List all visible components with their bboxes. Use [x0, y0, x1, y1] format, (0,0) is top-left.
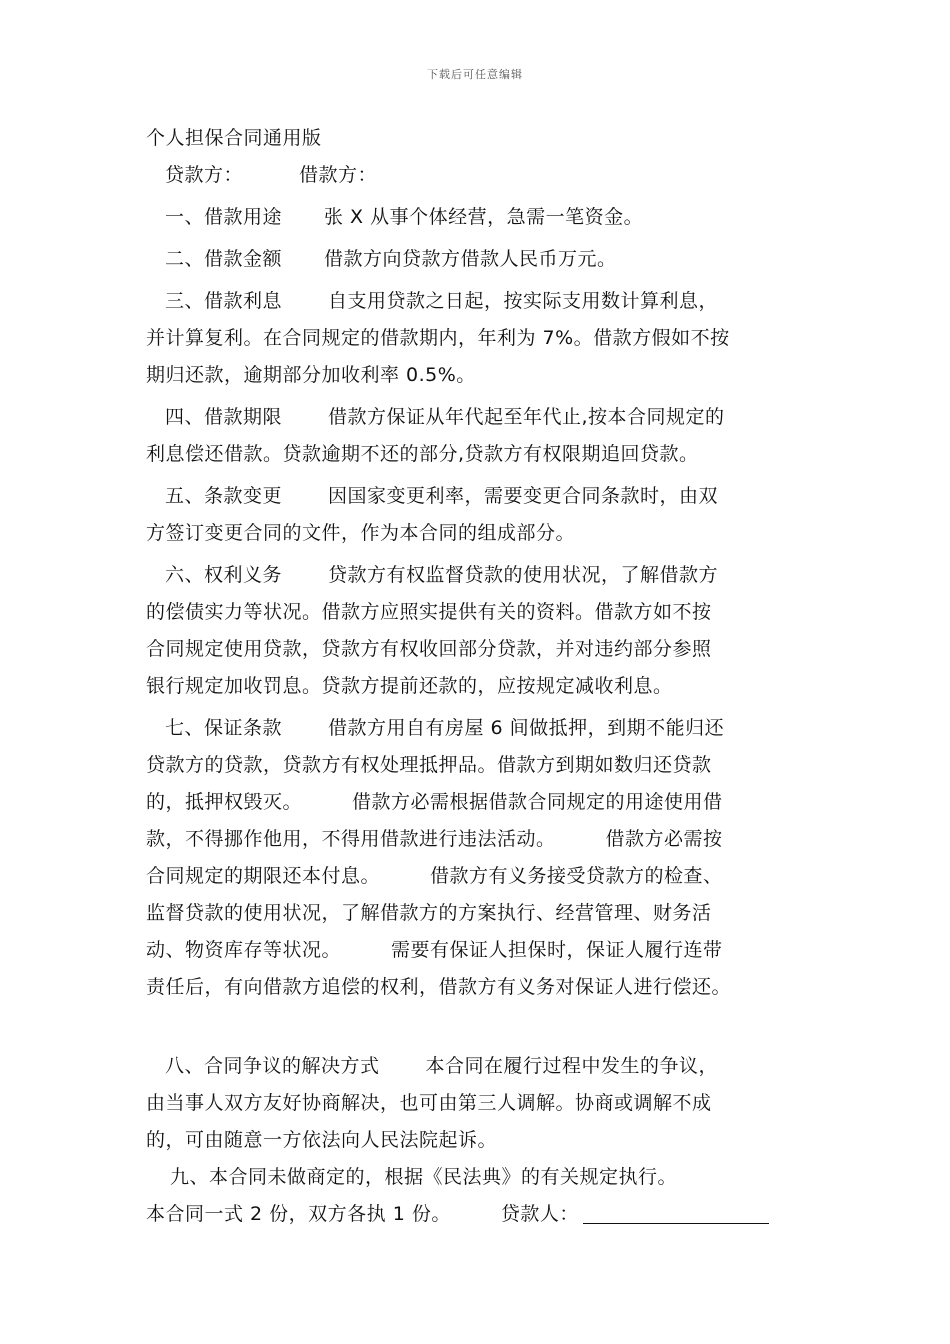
clause-7-heading: 七、保证条款	[165, 717, 283, 739]
clause-4-heading: 四、借款期限	[165, 406, 283, 428]
clause-3-line-1	[146, 283, 810, 320]
clause-6-line-3: 合同规定使用贷款，贷款方有权收回部分贷款，并对违约部分参照	[146, 638, 712, 660]
document-title: 个人担保合同通用版	[146, 127, 322, 149]
clause-5-text-1: 因国家变更利率，需要变更合同条款时，由双	[328, 485, 719, 507]
clause-1-text: 张 X 从事个体经营，急需一笔资金。	[324, 206, 644, 228]
clause-7-text-5a: 合同规定的期限还本付息。	[146, 865, 381, 887]
clause-7-line-3	[146, 784, 810, 821]
lender-signature-label: 贷款人：	[500, 1203, 579, 1225]
clause-4-line-2: 利息偿还借款。贷款逾期不还的部分,贷款方有权限期追回贷款。	[146, 443, 699, 465]
clause-8-line-2: 由当事人双方友好协商解决，也可由第三人调解。协商或调解不成	[146, 1092, 712, 1114]
clause-7-text-4b: 借款方必需按	[605, 828, 723, 850]
clause-7-line-4	[146, 821, 810, 858]
clause-3-line-3: 期归还款，逾期部分加收利率 0.5%。	[146, 364, 476, 386]
clause-8-heading: 八、合同争议的解决方式	[165, 1055, 380, 1077]
clause-7-text-5b: 借款方有义务接受贷款方的检查、	[430, 865, 723, 887]
clause-6-line-2: 的偿债实力等状况。借款方应照实提供有关的资料。借款方如不按	[146, 601, 712, 623]
clause-2-text: 借款方向贷款方借款人民币万元。	[324, 248, 617, 270]
clause-7-text-3a: 的，抵押权毁灭。	[146, 791, 303, 813]
clause-2	[146, 241, 810, 278]
clause-7-text-7a: 动、物资库存等状况。	[146, 939, 342, 961]
clause-3-heading: 三、借款利息	[165, 290, 283, 312]
clause-6-text-1: 贷款方有权监督贷款的使用状况，了解借款方	[328, 564, 719, 586]
borrower-label: 借款方：	[299, 164, 378, 186]
page-header-note: 下载后可任意编辑	[427, 68, 523, 81]
clause-7-line-6: 监督贷款的使用状况，了解借款方的方案执行、经营管理、财务活	[146, 902, 712, 924]
clause-1-heading: 一、借款用途	[165, 206, 283, 228]
clause-8-line-3: 的，可由随意一方依法向人民法院起诉。	[146, 1129, 498, 1151]
clause-3-line-2: 并计算复利。在合同规定的借款期内，年利为 7%。借款方假如不按	[146, 327, 730, 349]
clause-4-text-1: 借款方保证从年代起至年代止,按本合同规定的	[328, 406, 725, 428]
clause-2-heading: 二、借款金额	[165, 248, 283, 270]
clause-7-text-7b: 需要有保证人担保时，保证人履行连带	[391, 939, 723, 961]
clause-9-text-2a: 本合同一式 2 份，双方各执 1 份。	[146, 1203, 451, 1225]
clause-4-line-1	[146, 399, 810, 436]
clause-1	[146, 199, 810, 236]
clause-8-text-1: 本合同在履行过程中发生的争议，	[425, 1055, 719, 1077]
clause-8-line-1	[146, 1048, 810, 1085]
lender-label: 贷款方：	[165, 164, 244, 186]
clause-9-text-1: 九、本合同未做商定的，根据《民法典》的有关规定执行。	[170, 1166, 678, 1188]
clause-7-text-3b: 借款方必需根据借款合同规定的用途使用借	[352, 791, 723, 813]
clause-7-line-5	[146, 858, 810, 895]
clause-7-line-7	[146, 932, 810, 969]
clause-6-line-1	[146, 557, 810, 594]
clause-5-line-1	[146, 478, 810, 515]
clause-5-line-2: 方签订变更合同的文件，作为本合同的组成部分。	[146, 522, 576, 544]
clause-7-line-8: 责任后，有向借款方追偿的权利，借款方有义务对保证人进行偿还。	[146, 976, 732, 998]
clause-7-line-1	[146, 710, 810, 747]
clause-3-text-1: 自支用贷款之日起，按实际支用数计算利息，	[328, 290, 719, 312]
clause-6-line-4: 银行规定加收罚息。贷款方提前还款的，应按规定减收利息。	[146, 675, 673, 697]
clause-7-text-4a: 款，不得挪作他用，不得用借款进行违法活动。	[146, 828, 556, 850]
clause-7-text-1: 借款方用自有房屋 6 间做抵押，到期不能归还	[328, 717, 725, 739]
clause-6-heading: 六、权利义务	[165, 564, 283, 586]
parties-line	[146, 157, 810, 194]
contract-document	[146, 120, 810, 1233]
lender-signature-blank	[583, 1199, 769, 1224]
clause-7-line-2: 贷款方的贷款，贷款方有权处理抵押品。借款方到期如数归还贷款	[146, 754, 712, 776]
clause-9-line-2	[146, 1196, 810, 1233]
clause-5-heading: 五、条款变更	[165, 485, 283, 507]
clause-9-line-1	[146, 1159, 810, 1196]
